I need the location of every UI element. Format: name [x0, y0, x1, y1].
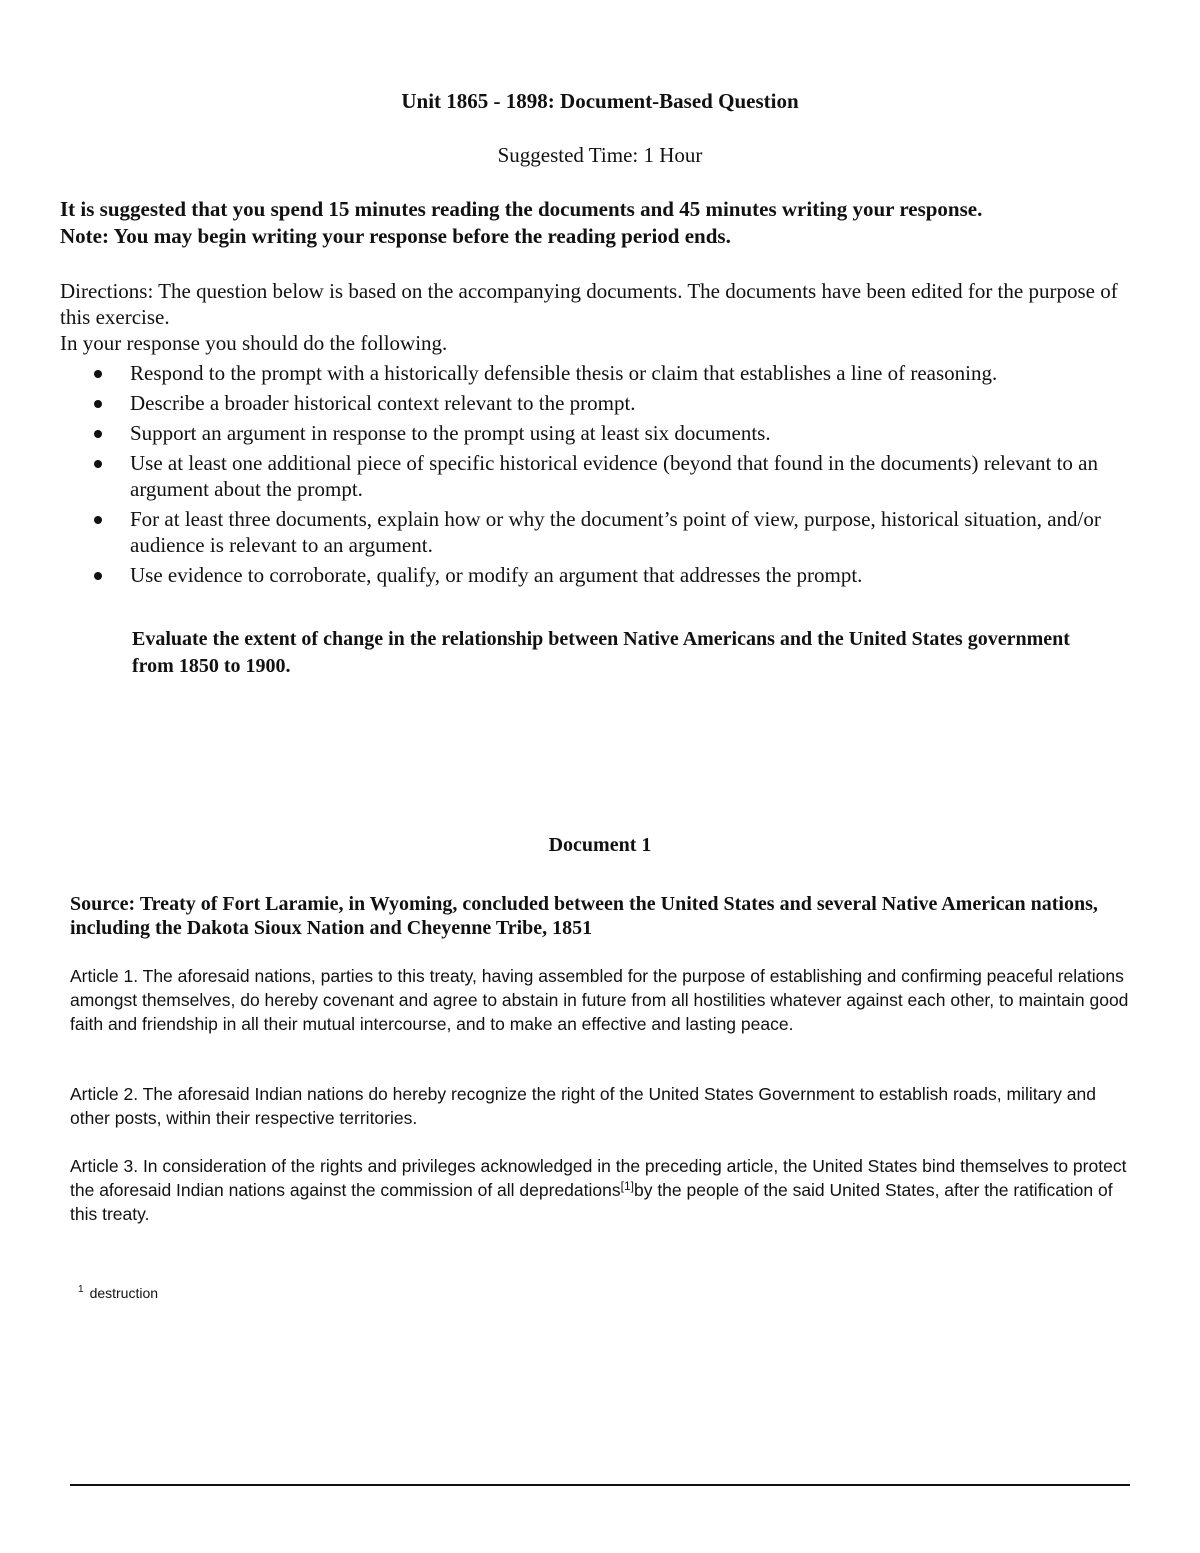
bullet-icon: [94, 430, 102, 438]
suggested-time: Suggested Time: 1 Hour: [497, 143, 703, 167]
list-item: Use at least one additional piece of specific historical evidence (beyond that found in the documents) relevant to an argument about the prompt.: [90, 450, 1150, 502]
list-item: Use evidence to corroborate, qualify, or modify an argument that addresses the prompt.: [90, 562, 1150, 588]
list-item: Respond to the prompt with a historically defensible thesis or claim that establishes a line of reasoning.: [90, 360, 1150, 386]
reading-notes: [60, 196, 1150, 250]
bullet-icon: [94, 516, 102, 524]
list-item: Support an argument in response to the prompt using at least six documents.: [90, 420, 1150, 446]
bullet-icon: [94, 460, 102, 468]
bullet-icon: [94, 370, 102, 378]
bullet-icon: [94, 400, 102, 408]
list-item: Describe a broader historical context relevant to the prompt.: [90, 390, 1150, 416]
page-title: Unit 1865 - 1898: Document-Based Question: [401, 89, 799, 113]
early-writing-note: Note: You may begin writing your response before the reading period ends.: [60, 224, 731, 248]
footnote-number: 1: [78, 1284, 84, 1295]
article-1: Article 1. The aforesaid nations, parties to this treaty, having assembled for the purpose of establishing and confirming peaceful relations amongst themselves, do hereby covenant and agree to abstain in future from all hostilities whatever against each other, to maintain good faith and friendship in all their mutual intercourse, and to make an effective and lasting peace.: [70, 966, 1129, 1034]
essay-prompt: Evaluate the extent of change in the relationship between Native Americans and the United States government from 1850 to 1900.: [132, 628, 1070, 677]
article-2: Article 2. The aforesaid Indian nations do hereby recognize the right of the United States Government to establish roads, military and other posts, within their respective territories.: [70, 1084, 1096, 1128]
bottom-divider: [70, 1484, 1130, 1486]
footnote-reference[interactable]: [1]: [620, 1179, 634, 1193]
directions-lead: In your response you should do the following.: [60, 331, 448, 355]
footnote: [78, 1280, 158, 1303]
article-3: Article 3. In consideration of the rights and privileges acknowledged in the preceding article, the United States bind themselves to protect the aforesaid Indian nations against the commission of all depredations[1]by the people of the said United States, after the ratification of this treaty.: [70, 1156, 1127, 1224]
document-heading: Document 1: [548, 834, 652, 856]
footnote-text: destruction: [89, 1285, 159, 1301]
directions-intro: Directions: The question below is based on the accompanying documents. The documents have been edited for the purpose of this exercise.: [60, 279, 1118, 329]
reading-time-note: It is suggested that you spend 15 minutes reading the documents and 45 minutes writing your response.: [60, 197, 983, 221]
requirements-list: [90, 360, 1150, 592]
bullet-icon: [94, 572, 102, 580]
list-item: For at least three documents, explain how or why the document’s point of view, purpose, historical situation, and/or audience is relevant to an argument.: [90, 506, 1150, 558]
directions: [60, 278, 1150, 356]
document-source: Source: Treaty of Fort Laramie, in Wyoming, concluded between the United States and several Native American nations, including the Dakota Sioux Nation and Cheyenne Tribe, 1851: [70, 893, 1098, 939]
